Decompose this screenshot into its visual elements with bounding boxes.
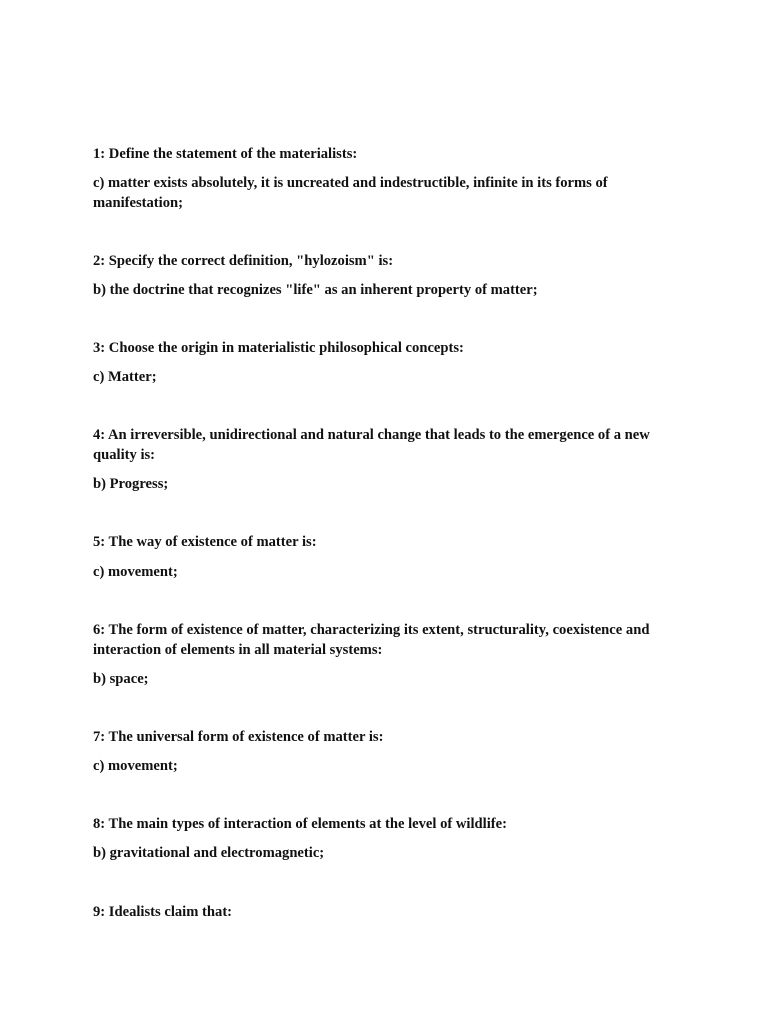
question-5: 5: The way of existence of matter is: [93, 534, 317, 550]
answer-1: c) matter exists absolutely, it is uncreated and indestructible, infinite in its forms of manifestation; [93, 175, 608, 211]
question-2: 2: Specify the correct definition, "hylozoism" is: [93, 253, 394, 269]
answer-2: b) the doctrine that recognizes "life" as an inherent property of matter; [93, 282, 538, 298]
question-8: 8: The main types of interaction of elements at the level of wildlife: [93, 816, 507, 832]
question-1: 1: Define the statement of the materialists: [93, 146, 358, 162]
answer-4: b) Progress; [93, 476, 169, 492]
question-6: 6: The form of existence of matter, characterizing its extent, structurality, coexistence and interaction of elements in all material systems: [93, 622, 650, 658]
question-7: 7: The universal form of existence of matter is: [93, 729, 384, 745]
answer-7: c) movement; [93, 758, 178, 774]
question-3: 3: Choose the origin in materialistic philosophical concepts: [93, 340, 464, 356]
answer-5: c) movement; [93, 564, 178, 580]
question-9: 9: Idealists claim that: [93, 904, 233, 920]
answer-6: b) space; [93, 671, 149, 687]
answer-8: b) gravitational and electromagnetic; [93, 845, 325, 861]
question-4: 4: An irreversible, unidirectional and natural change that leads to the emergence of a new quality is: [93, 427, 650, 463]
answer-3: c) Matter; [93, 369, 157, 385]
